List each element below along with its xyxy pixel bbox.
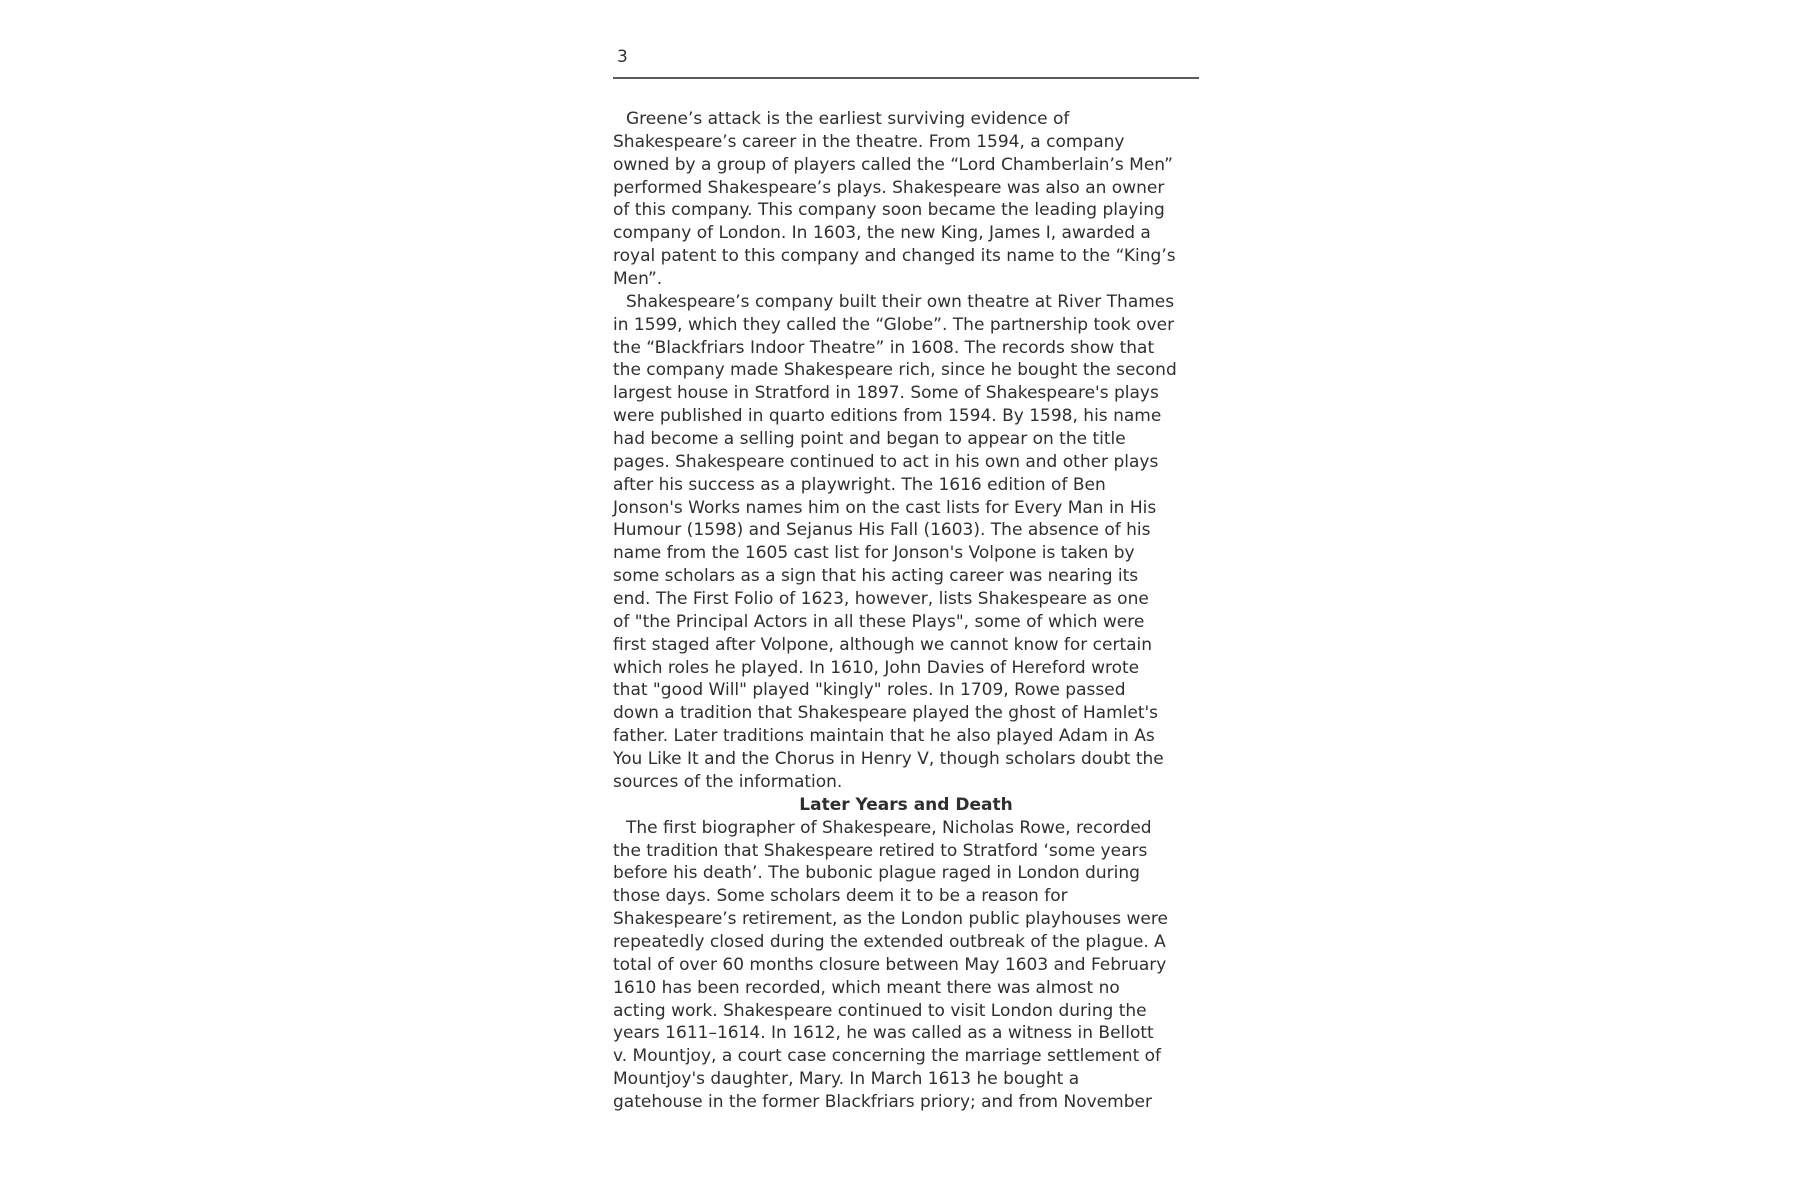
text-line: Shakespeare’s career in the theatre. From 1594, a company <box>613 131 1125 152</box>
text-line: Jonson's Works names him on the cast lists for Every Man in His <box>613 497 1157 518</box>
text-line: 1610 has been recorded, which meant there was almost no <box>613 977 1120 998</box>
text-line: company of London. In 1603, the new King, James I, awarded a <box>613 223 1151 244</box>
text-line: the “Blackfriars Indoor Theatre” in 1608. The records show that <box>613 337 1155 358</box>
text-line: were published in quarto editions from 1594. By 1598, his name <box>613 406 1162 427</box>
text-line: Humour (1598) and Sejanus His Fall (1603). The absence of his <box>613 520 1151 541</box>
paragraph <box>613 817 1199 1114</box>
text-line: Greene’s attack is the earliest surviving evidence of <box>626 109 1070 129</box>
text-line: that "good Will" played "kingly" roles. In 1709, Rowe passed <box>613 680 1126 701</box>
text-line: the company made Shakespeare rich, since he bought the second <box>613 360 1177 381</box>
text-line: in 1599, which they called the “Globe”. The partnership took over <box>613 314 1175 335</box>
text-line: Mountjoy's daughter, Mary. In March 1613 he bought a <box>613 1069 1080 1090</box>
text-line: pages. Shakespeare continued to act in his own and other plays <box>613 451 1159 472</box>
text-line: of this company. This company soon became the leading playing <box>613 200 1165 221</box>
page-number: 3 <box>617 47 628 67</box>
text-line: first staged after Volpone, although we cannot know for certain <box>613 634 1153 655</box>
text-line: the tradition that Shakespeare retired to Stratford ‘some years <box>613 840 1148 861</box>
text-line: acting work. Shakespeare continued to visit London during the <box>613 1000 1147 1021</box>
text-line: those days. Some scholars deem it to be a reason for <box>613 886 1068 907</box>
text-line: Shakespeare’s company built their own theatre at River Thames <box>626 291 1175 312</box>
text-line: performed Shakespeare’s plays. Shakespeare was also an owner <box>613 177 1165 198</box>
text-line: Men”. <box>613 269 663 290</box>
paragraph <box>613 108 1199 291</box>
text-line: owned by a group of players called the “Lord Chamberlain’s Men” <box>613 154 1173 175</box>
text-line: which roles he played. In 1610, John Davies of Hereford wrote <box>613 657 1140 678</box>
text-line: total of over 60 months closure between May 1603 and February <box>613 954 1167 975</box>
text-line: years 1611–1614. In 1612, he was called as a witness in Bellott <box>613 1023 1154 1044</box>
text-column <box>613 108 1199 1114</box>
text-line: name from the 1605 cast list for Jonson's Volpone is taken by <box>613 543 1135 564</box>
text-line: of "the Principal Actors in all these Plays", some of which were <box>613 611 1145 632</box>
text-line: You Like It and the Chorus in Henry V, though scholars doubt the <box>613 749 1164 770</box>
text-line: before his death’. The bubonic plague raged in London during <box>613 863 1140 884</box>
text-line: largest house in Stratford in 1897. Some of Shakespeare's plays <box>613 383 1159 404</box>
text-line: some scholars as a sign that his acting career was nearing its <box>613 566 1139 587</box>
header-rule <box>613 77 1199 79</box>
text-line: gatehouse in the former Blackfriars priory; and from November <box>613 1091 1152 1112</box>
text-line: royal patent to this company and changed its name to the “King’s <box>613 246 1176 267</box>
text-line: down a tradition that Shakespeare played the ghost of Hamlet's <box>613 703 1159 724</box>
text-line: had become a selling point and began to appear on the title <box>613 429 1126 450</box>
text-line: after his success as a playwright. The 1616 edition of Ben <box>613 474 1106 495</box>
text-line: Shakespeare’s retirement, as the London public playhouses were <box>613 909 1168 930</box>
text-line: repeatedly closed during the extended outbreak of the plague. A <box>613 931 1166 952</box>
text-line: v. Mountjoy, a court case concerning the marriage settlement of <box>613 1046 1162 1067</box>
text-line: father. Later traditions maintain that he also played Adam in As <box>613 726 1155 747</box>
paragraph <box>613 291 1199 794</box>
section-heading: Later Years and Death <box>799 794 1013 815</box>
text-line: end. The First Folio of 1623, however, lists Shakespeare as one <box>613 589 1149 610</box>
text-line: The first biographer of Shakespeare, Nicholas Rowe, recorded <box>626 817 1152 838</box>
text-line: sources of the information. <box>613 771 843 792</box>
